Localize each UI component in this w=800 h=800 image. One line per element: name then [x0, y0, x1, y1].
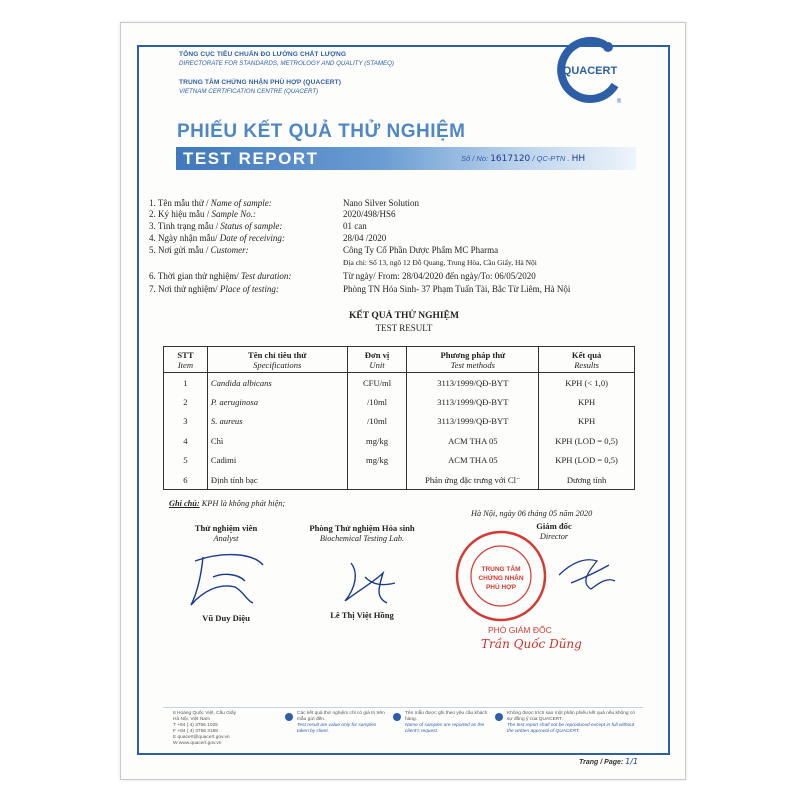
quacert-logo: [553, 33, 627, 107]
cell-unit: CFU/ml: [347, 373, 407, 393]
info-num: 6.: [149, 271, 156, 281]
deputy-director-title: PHÓ GIÁM ĐỐC: [488, 625, 552, 635]
info-label-vi: Tên mẫu thử /: [157, 198, 209, 208]
footer-address-line: Hà Nội, Việt Nam: [173, 717, 210, 722]
test-report-sheet: [120, 22, 686, 780]
table-row: [164, 392, 635, 412]
info-label-3: [149, 221, 282, 232]
footer-note-en: The test report shall not be reproduced except in full without the written approval of QUACERT.: [507, 723, 635, 734]
lab-signature: [335, 553, 405, 613]
info-num: 5.: [149, 245, 156, 255]
info-label-en: Customer:: [210, 245, 249, 255]
info-num: 4.: [149, 233, 156, 243]
info-num: 3.: [149, 221, 156, 231]
analyst-name: Vũ Duy Diệu: [202, 613, 250, 623]
page-number: [579, 757, 638, 766]
note-text: KPH là không phát hiện;: [201, 499, 286, 508]
quacert-logo-registered: ®: [616, 99, 622, 105]
page-label: Trang / Page:: [579, 759, 624, 766]
col-header-item: STT Item: [164, 347, 208, 373]
stamp-text-1: TRUNG TÂM: [481, 566, 521, 573]
footer-note-1: [297, 711, 387, 735]
cell-method: ACM THA 05: [407, 431, 539, 451]
info-label-vi: Nơi gửi mẫu /: [158, 245, 209, 255]
agency-name-en: DIRECTORATE FOR STANDARDS, METROLOGY AND QUALITY (STAMEQ): [179, 60, 394, 67]
info-value-2: 2020/498/HS6: [343, 209, 396, 219]
info-value-3: 01 can: [343, 221, 367, 231]
footer-address: [173, 711, 283, 747]
cell-specification: Cadimi: [207, 451, 347, 471]
certification-stamp: [453, 528, 549, 624]
footer-website: W www.quacert.gov.vn: [173, 741, 222, 746]
cell-item: 1: [164, 373, 208, 393]
footer-note-vi: Tên mẫu được ghi theo yêu cầu khách hàng.: [405, 711, 488, 722]
info-value-7: Phòng TN Hóa Sinh- 37 Phạm Tuấn Tài, Bắc Từ Liêm, Hà Nội: [343, 284, 571, 294]
info-label-en: Sample No.:: [211, 209, 256, 219]
cell-result: KPH (LOD = 0,5): [539, 451, 635, 471]
note-label: Ghi chú:: [169, 499, 200, 508]
cell-method: Phản ứng đặc trưng với Cl⁻: [407, 470, 539, 490]
page-value: 1/1: [625, 757, 639, 766]
footer-note-en: Test result are value only for samples taken by client.: [297, 723, 377, 734]
cell-result: KPH: [539, 392, 635, 412]
report-title-vi: PHIẾU KẾT QUẢ THỬ NGHIỆM: [177, 121, 466, 142]
lab-head-name: Lê Thị Việt Hồng: [330, 610, 394, 620]
info-label-6: [149, 271, 291, 282]
quacert-logo-text: QUACERT: [562, 65, 618, 77]
col-header-results: Kết quả Results: [539, 347, 635, 373]
stamp-text-2: CHỨNG NHẬN: [478, 575, 524, 582]
footer-note-2: [405, 711, 495, 735]
cell-method: 3113/1999/QĐ-BYT: [407, 392, 539, 412]
info-value-1: Nano Silver Solution: [343, 198, 419, 208]
report-number-hand-suffix: HH: [571, 154, 586, 164]
info-label-vi: Ngày nhận mẫu/: [158, 233, 218, 243]
results-table: [163, 346, 635, 490]
info-num: 2.: [149, 209, 156, 219]
col-header-specifications: Tên chỉ tiêu thử Specifications: [207, 347, 347, 373]
cell-unit: /10ml: [347, 412, 407, 432]
cell-specification: Định tính bạc: [207, 470, 347, 490]
cell-item: 5: [164, 451, 208, 471]
footer-phone: T +84 ( 4) 3756 1025: [173, 723, 218, 728]
info-value-5: Công Ty Cổ Phần Dược Phẩm MC Pharma: [343, 245, 499, 255]
agency-name-vi: TỔNG CỤC TIÊU CHUẨN ĐO LƯỜNG CHẤT LƯỢNG: [179, 51, 347, 58]
footer-note-2-icon: [393, 713, 401, 721]
table-row: [164, 373, 635, 393]
cell-method: 3113/1999/QĐ-BYT: [407, 412, 539, 432]
centre-name-en: VIETNAM CERTIFICATION CENTRE (QUACERT): [179, 88, 319, 95]
info-label-vi: Thời gian thử nghiệm/: [157, 271, 239, 281]
info-label-7: [149, 284, 279, 295]
cell-method: ACM THA 05: [407, 451, 539, 471]
info-label-vi: Nơi thử nghiệm/: [158, 284, 218, 294]
analyst-title-en: Analyst: [213, 534, 239, 543]
report-number-label: Số / No:: [461, 154, 489, 163]
cell-result: KPH: [539, 412, 635, 432]
cell-result: Dương tính: [539, 470, 635, 490]
footer-note-en: Name of samples are reported as the client's request.: [405, 723, 485, 734]
footer-note-1-icon: [285, 713, 293, 721]
cell-result: KPH (LOD = 0,5): [539, 431, 635, 451]
result-title-en: TEST RESULT: [375, 323, 433, 333]
footer-note-3-icon: [495, 713, 503, 721]
lab-title: Phòng Thử nghiệm Hóa sinh: [309, 523, 415, 533]
centre-name-vi: TRUNG TÂM CHỨNG NHẬN PHÙ HỢP (QUACERT): [179, 79, 342, 86]
info-label-vi: Tình trạng mẫu /: [157, 221, 219, 231]
cell-unit: mg/kg: [347, 451, 407, 471]
info-label-en: Test duration:: [240, 271, 292, 281]
cell-unit: [347, 470, 407, 490]
cell-specification: Candida albicans: [207, 373, 347, 393]
cell-item: 2: [164, 392, 208, 412]
footer-email: E quacert@quacert.gov.vn: [173, 735, 230, 740]
report-number-value: 1617120: [490, 154, 531, 164]
cell-result: KPH (< 1,0): [539, 373, 635, 393]
quacert-logo-dot: [603, 42, 613, 52]
info-num: 7.: [149, 284, 156, 294]
footer-fax: F +84 ( 4) 3756 3188: [173, 729, 218, 734]
col-header-methods: Phương pháp thử Test methods: [407, 347, 539, 373]
info-label-1: [149, 198, 272, 209]
cell-item: 6: [164, 470, 208, 490]
footer-note-vi: Không được trích sao một phần phiếu kết quả nếu không có sự đồng ý của QUACERT.: [507, 711, 635, 722]
info-label-en: Status of sample:: [220, 221, 283, 231]
info-value-4: 28/04 /2020: [343, 233, 387, 243]
cell-unit: mg/kg: [347, 431, 407, 451]
table-row: [164, 470, 635, 490]
table-row: [164, 451, 635, 471]
footer-divider: [163, 707, 643, 708]
deputy-director-name: Trần Quốc Dũng: [481, 637, 582, 651]
footer-note-3: [507, 711, 637, 735]
analyst-signature: [183, 543, 273, 613]
info-value-6: Từ ngày/ From: 28/04/2020 đến ngày/To: 06/05/2020: [343, 271, 536, 281]
cell-unit: /10ml: [347, 392, 407, 412]
info-label-vi: Ký hiệu mẫu /: [158, 209, 210, 219]
customer-address: Địa chỉ: Số 13, ngõ 12 Đỗ Quang, Trung Hòa, Cầu Giấy, Hà Nội: [343, 258, 537, 267]
result-title-vi: KẾT QUẢ THỬ NGHIỆM: [349, 311, 459, 321]
cell-specification: P. aeruginosa: [207, 392, 347, 412]
stamp-text-3: PHÙ HỢP: [485, 584, 517, 591]
cell-specification: Chì: [207, 431, 347, 451]
report-number-suffix: / QC-PTN .: [532, 154, 570, 163]
report-title-en: TEST REPORT: [183, 149, 319, 168]
sign-date: Hà Nội, ngày 06 tháng 05 năm 2020: [471, 509, 593, 518]
info-label-en: Place of testing:: [219, 284, 279, 294]
results-header-row: [164, 347, 635, 373]
cell-method: 3113/1999/QĐ-BYT: [407, 373, 539, 393]
info-label-en: Name of sample:: [210, 198, 272, 208]
info-label-5: [149, 245, 249, 256]
table-row: [164, 412, 635, 432]
info-num: 1.: [149, 198, 156, 208]
report-number: [461, 154, 585, 164]
info-label-4: [149, 233, 285, 244]
director-title-en: Director: [539, 532, 569, 541]
table-row: [164, 431, 635, 451]
director-signature: [551, 543, 621, 603]
cell-item: 4: [164, 431, 208, 451]
cell-specification: S. aureus: [207, 412, 347, 432]
info-label-2: [149, 209, 256, 220]
footer-note-vi: Các kết quả thử nghiệm chỉ có giá trị trên mẫu gửi đến.: [297, 711, 385, 722]
cell-item: 3: [164, 412, 208, 432]
footer-address-line: 8 Hoàng Quốc Việt, Cầu Giấy: [173, 711, 237, 716]
note: [169, 499, 285, 508]
director-title: Giám đốc: [536, 521, 572, 531]
analyst-title: Thử nghiệm viên: [194, 523, 258, 533]
info-label-en: Date of receiving:: [219, 233, 285, 243]
col-header-unit: Đơn vị Unit: [347, 347, 407, 373]
lab-title-en: Biochemical Testing Lab.: [319, 534, 405, 543]
